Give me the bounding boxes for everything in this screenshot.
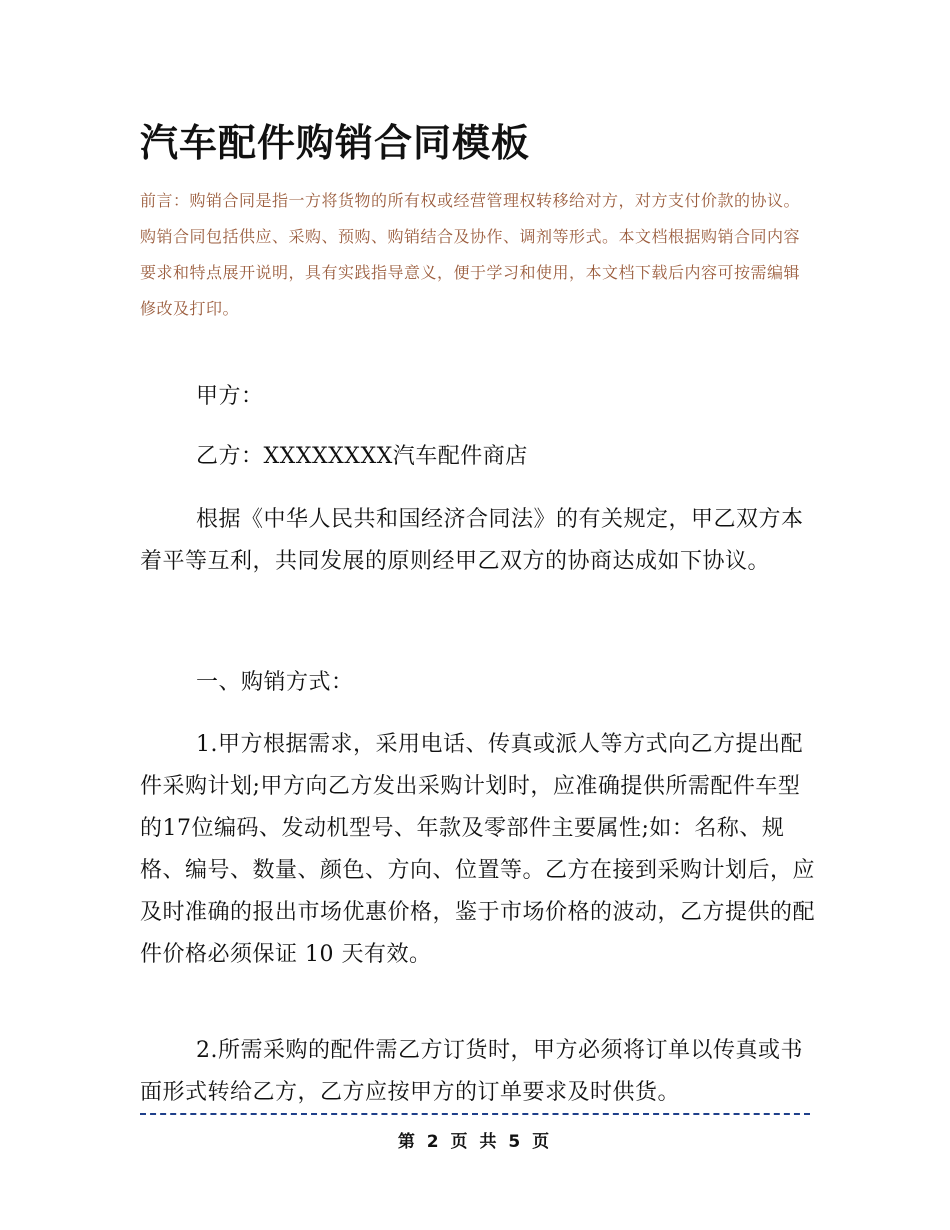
section-1-heading: 一、购销方式：: [196, 670, 354, 695]
party-b-line: 乙方：XXXXXXXX汽车配件商店: [196, 444, 528, 469]
page-divider: [140, 1113, 810, 1115]
party-a-line: 甲方：: [196, 384, 264, 409]
intro-paragraph: 根据《中华人民共和国经济合同法》的有关规定，甲乙双方本着平等互利，共同发展的原则经甲乙双方的协商达成如下协议。: [140, 507, 804, 574]
document-title: 汽车配件购销合同模板: [140, 121, 531, 165]
clause-1-paragraph: 1.甲方根据需求，采用电话、传真或派人等方式向乙方提出配件采购计划;甲方向乙方发出采购计划时，应准确提供所需配件车型的17位编码、发动机型号、年款及零部件主要属性;如：名称、规格、编号、数量、颜色、方向、位置等。乙方在接到采购计划后，应及时准确的报出市场优惠价格，鉴于市场价格的波动，乙方提供的配件价格必须保证 10 天有效。: [140, 732, 816, 967]
clause-2-paragraph: 2.所需采购的配件需乙方订货时，甲方必须将订单以传真或书面形式转给乙方，乙方应按甲方的订单要求及时供货。: [140, 1038, 803, 1105]
preface-text: 前言：购销合同是指一方将货物的所有权或经营管理权转移给对方，对方支付价款的协议。购销合同包括供应、采购、预购、购销结合及协作、调剂等形式。本文档根据购销合同内容要求和特点展开说明，具有实践指导意义，便于学习和使用，本文档下载后内容可按需编辑修改及打印。: [140, 191, 801, 318]
page-indicator: 第 2 页 共 5 页: [397, 1132, 553, 1152]
